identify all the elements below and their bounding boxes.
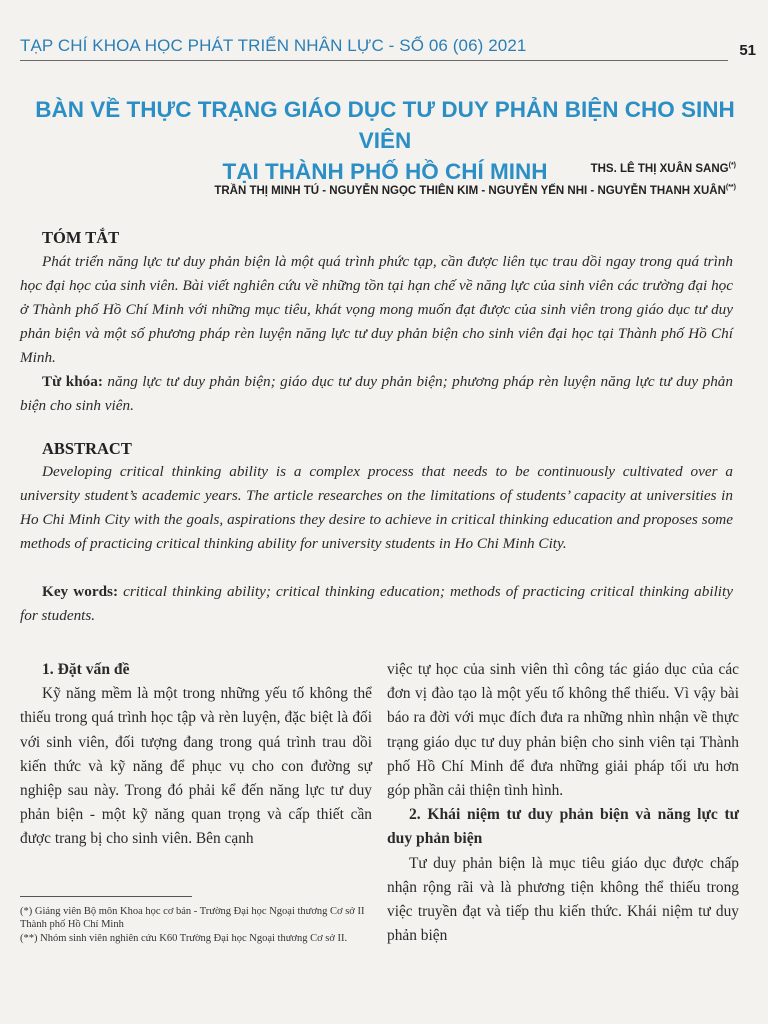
tomtat-heading: TÓM TẮT <box>42 228 120 247</box>
author-line-2 <box>214 184 736 197</box>
body-column-right <box>387 658 739 948</box>
abstract-keywords-text: critical thinking ability; critical thinking education; methods of practicing critical thinking ability for students. <box>20 583 733 624</box>
tomtat-keywords-text: năng lực tư duy phản biện; giáo dục tư duy phản biện; phương pháp rèn luyện năng lực tư duy phản biện cho sinh viên. <box>20 373 733 414</box>
author-name: THS. LÊ THỊ XUÂN SANG <box>590 162 729 175</box>
header-rule <box>20 60 728 61</box>
tomtat-keywords <box>20 370 733 418</box>
footnote-2: (**) Nhóm sinh viên nghiên cứu K60 Trường Đại học Ngoại thương Cơ sở II. <box>20 932 348 944</box>
section-2-heading: 2. Khái niệm tư duy phản biện và năng lực tư duy phản biện <box>387 806 739 848</box>
author-mark-2: (**) <box>725 184 736 191</box>
section-1-heading: 1. Đặt vấn đề <box>42 661 130 678</box>
body-column-left <box>20 658 372 852</box>
title-line-2: TẠI THÀNH PHỐ HỒ CHÍ MINH <box>222 159 548 184</box>
abstract-keywords <box>20 580 733 628</box>
section-1-paragraph-continued: việc tự học của sinh viên thì công tác giáo dục của các đơn vị đào tạo là một yếu tố không thể thiếu. Vì vậy bài báo ra đời với mục đích đưa ra những nhìn nhận về thực trạng giáo dục tư duy phản biện cho sinh viên tại Thành phố Hồ Chí Minh để đưa những giải pháp tối ưu hơn góp phần cải thiện tình hình. <box>387 661 739 800</box>
tomtat-keywords-label: Từ khóa: <box>42 373 103 390</box>
journal-name: TẠP CHÍ KHOA HỌC PHÁT TRIỂN NHÂN LỰC - SỐ 06 (06) 2021 <box>20 36 527 55</box>
footnote-rule <box>20 896 192 897</box>
page-header <box>20 36 756 66</box>
abstract-heading: ABSTRACT <box>42 439 132 458</box>
footnotes <box>20 905 370 945</box>
author-mark-1: (*) <box>728 162 736 169</box>
abstract-text: Developing critical thinking ability is a complex process that needs to be continuously cultivated over a university student’s academic years. The article researches on the limitations of students’ capacity at universities in Ho Chi Minh City with the goals, aspirations they desire to achieve in critical thinking education and proposes some methods of practicing critical thinking ability for university students in Ho Chi Minh City. <box>20 463 733 552</box>
abstract-keywords-label: Key words: <box>42 583 118 600</box>
section-1-paragraph: Kỹ năng mềm là một trong những yếu tố không thể thiếu trong quá trình học tập và rèn luyện, đặc biệt là đối với sinh viên, đối tượng đang trong quá trình trau dồi kiến thức và kỹ năng để phục vụ cho con đường sự nghiệp sau này. Trong đó phải kể đến năng lực tư duy phản biện - một kỹ năng quan trọng và cấp thiết cần được trang bị cho sinh viên. Bên cạnh <box>20 685 372 848</box>
coauthor-names: TRẦN THỊ MINH TÚ - NGUYỄN NGỌC THIÊN KIM - NGUYỄN YẾN NHI - NGUYỄN THANH XUÂN <box>214 184 726 197</box>
title-line-1: BÀN VỀ THỰC TRẠNG GIÁO DỤC TƯ DUY PHẢN BIỆN CHO SINH VIÊN <box>35 97 735 153</box>
footnote-1: (*) Giảng viên Bộ môn Khoa học cơ bản - Trường Đại học Ngoại thương Cơ sở II Thành phố Hồ Chí Minh <box>20 906 365 931</box>
page-number: 51 <box>739 42 756 59</box>
tomtat-text: Phát triển năng lực tư duy phản biện là một quá trình phức tạp, cần được liên tục trau dồi ngay trong quá trình học đại học của sinh viên. Bài viết nghiên cứu về những tồn tại hạn chế về năng lực của sinh viên các trường đại học ở Thành phố Hồ Chí Minh với những mục tiêu, khát vọng mong muốn đạt được của sinh viên trong giáo dục tư duy phản biện và một số phương pháp rèn luyện năng lực tư duy phản biện cho sinh viên đại học tại Thành phố Hồ Chí Minh. <box>20 253 733 366</box>
author-line-1 <box>591 162 736 175</box>
section-2-paragraph: Tư duy phản biện là mục tiêu giáo dục được chấp nhận rộng rãi và là phương tiện không thể thiếu trong việc truyền đạt và tiếp thu kiến thức. Khái niệm tư duy phản biện <box>387 854 739 945</box>
